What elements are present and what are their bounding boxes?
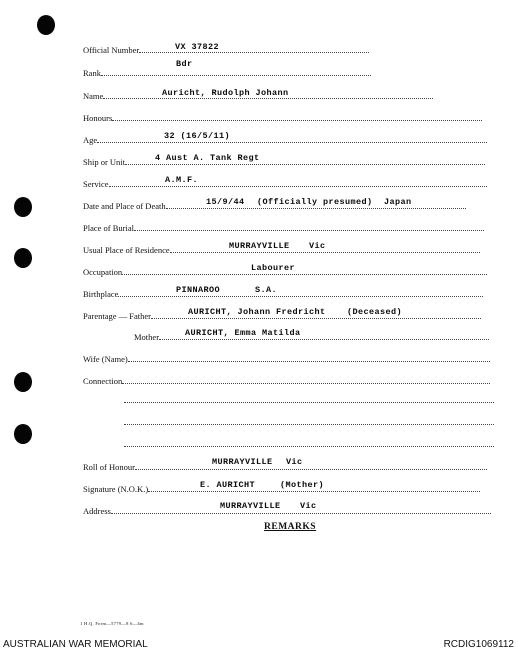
punch-hole-2 (14, 197, 32, 217)
father-value: AURICHT, Johann Fredricht (188, 307, 326, 317)
occupation-value: Labourer (251, 263, 296, 273)
address-state: Vic (300, 501, 317, 511)
roll-of-honour-state: Vic (286, 457, 303, 467)
address-label: Address (83, 506, 111, 516)
service-row (83, 175, 487, 189)
mother-value: AURICHT, Emma Matilda (185, 328, 301, 338)
roll-of-honour-row (83, 458, 487, 472)
form-code: 1 H.Q. Form—5779—8 6—4m (80, 621, 144, 626)
signature-note: (Mother) (280, 480, 325, 490)
age-row (83, 131, 487, 145)
connection-label: Connection (83, 376, 123, 386)
mother-label: Mother (134, 332, 160, 342)
wife-row (83, 350, 490, 364)
burial-label: Place of Burial (83, 223, 134, 233)
residence-state: Vic (309, 241, 326, 251)
roll-of-honour-label: Roll of Honour (83, 462, 135, 472)
death-date-value: 15/9/44 (206, 197, 245, 207)
father-label: Parentage — Father (83, 311, 151, 321)
honours-row (83, 109, 482, 123)
wife-label: Wife (Name) (83, 354, 128, 364)
punch-hole-1 (37, 15, 55, 35)
service-value: A.M.F. (165, 175, 199, 185)
burial-row (83, 219, 484, 233)
name-label: Name (83, 91, 104, 101)
roll-of-honour-value: MURRAYVILLE (212, 457, 273, 467)
ship-unit-label: Ship or Unit (83, 157, 126, 167)
age-label: Age (83, 135, 98, 145)
official-number-row (83, 41, 369, 55)
birthplace-state: S.A. (255, 285, 278, 295)
death-note-value: (Officially presumed) (257, 197, 373, 207)
connection-line-3 (124, 446, 494, 447)
address-value: MURRAYVILLE (220, 501, 281, 511)
age-value: 32 (16/5/11) (164, 131, 231, 141)
rank-value: Bdr (176, 59, 193, 69)
signature-value: E. AURICHT (200, 480, 256, 490)
name-value: Auricht, Rudolph Johann (162, 88, 289, 98)
official-number-label: Official Number (83, 45, 140, 55)
official-number-value: VX 37822 (175, 42, 220, 52)
rank-row (83, 64, 371, 78)
connection-line-1 (124, 402, 494, 403)
residence-value: MURRAYVILLE (229, 241, 290, 251)
honours-label: Honours (83, 113, 113, 123)
punch-hole-3 (14, 248, 32, 268)
ship-unit-value: 4 Aust A. Tank Regt (155, 153, 260, 163)
address-row (83, 502, 491, 516)
service-label: Service (83, 179, 109, 189)
rank-label: Rank (83, 68, 101, 78)
birthplace-row (83, 285, 483, 299)
connection-row (83, 372, 490, 386)
punch-hole-4 (14, 372, 32, 392)
occupation-label: Occupation (83, 267, 123, 277)
remarks-heading: REMARKS (264, 522, 317, 532)
ship-unit-row (83, 153, 485, 167)
signature-label: Signature (N.O.K.) (83, 484, 149, 494)
punch-hole-5 (14, 424, 32, 444)
birthplace-label: Birthplace (83, 289, 119, 299)
residence-label: Usual Place of Residence (83, 245, 170, 255)
connection-line-2 (124, 424, 494, 425)
footer-archive-name: AUSTRALIAN WAR MEMORIAL (3, 639, 148, 650)
death-label: Date and Place of Death (83, 201, 166, 211)
father-note: (Deceased) (347, 307, 403, 317)
death-place-value: Japan (384, 197, 412, 207)
birthplace-value: PINNAROO (176, 285, 221, 295)
footer-record-id: RCDIG1069112 (443, 639, 514, 650)
